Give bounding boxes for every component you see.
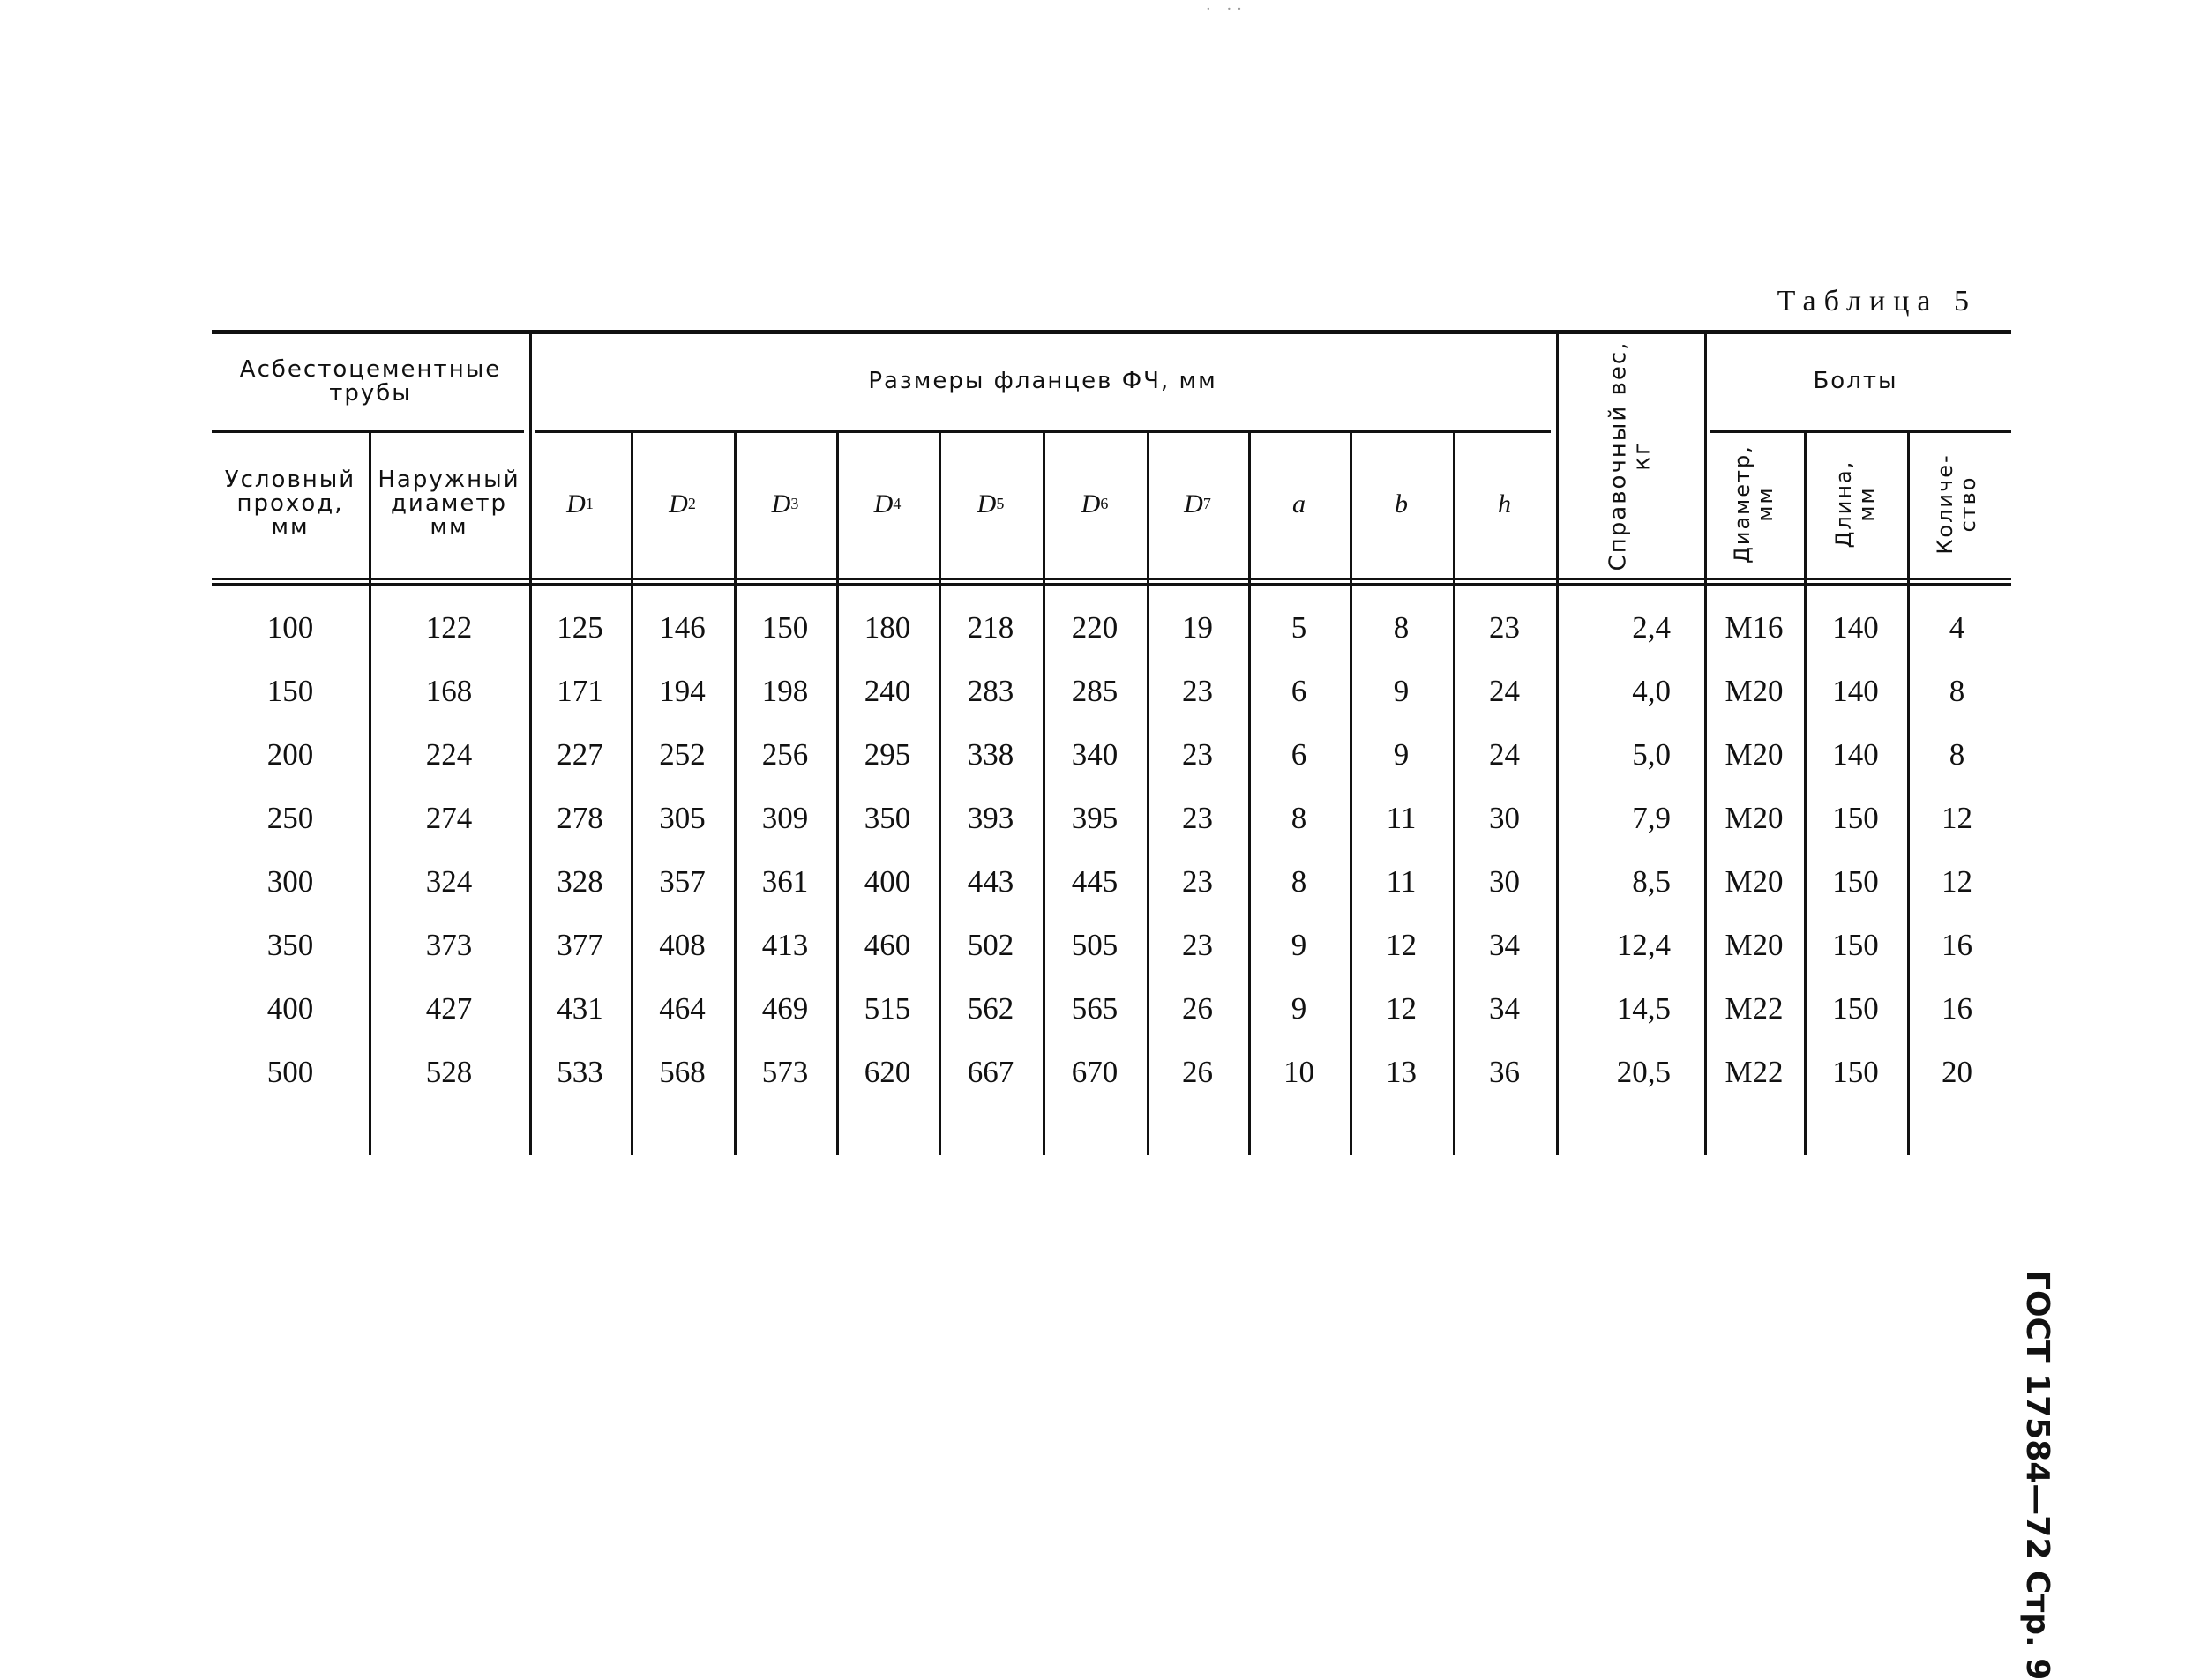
table-cell: 9 bbox=[1291, 928, 1307, 962]
dim-subscript: 7 bbox=[1202, 495, 1211, 513]
table-cell: M20 bbox=[1725, 737, 1784, 772]
dim-subscript: 5 bbox=[996, 495, 1005, 513]
table-cell: 338 bbox=[967, 737, 1014, 772]
table-cell: 227 bbox=[557, 737, 603, 772]
table-cell: 620 bbox=[864, 1055, 911, 1089]
table-cell: 7,9 bbox=[1632, 801, 1671, 835]
table-cell: 573 bbox=[761, 1055, 809, 1089]
header-reference-weight: Справочный вес, кг bbox=[1604, 340, 1655, 571]
table-cell: 150 bbox=[1832, 801, 1879, 835]
header-dim-d4 bbox=[836, 430, 939, 578]
header-dim-d1 bbox=[529, 430, 631, 578]
table-cell: 19 bbox=[1182, 610, 1213, 645]
table-cell: 460 bbox=[864, 928, 911, 962]
table-cell: 8 bbox=[1291, 801, 1307, 835]
table-cell: 274 bbox=[425, 801, 473, 835]
header-rule-top bbox=[212, 578, 2011, 580]
table-cell: 5,0 bbox=[1632, 737, 1671, 772]
table-cell: 9 bbox=[1393, 674, 1410, 708]
header-dim-d6 bbox=[1043, 430, 1147, 578]
dim-letter: D bbox=[873, 489, 894, 519]
header-dim-d7 bbox=[1147, 430, 1248, 578]
table-cell: 180 bbox=[864, 610, 911, 645]
table-cell: M22 bbox=[1725, 991, 1784, 1026]
dim-letter: D bbox=[669, 489, 688, 519]
table-cell: 283 bbox=[967, 674, 1014, 708]
scan-artifact: · ·· bbox=[1206, 0, 1247, 19]
table-caption: Таблица 5 bbox=[1777, 285, 1977, 317]
table-cell: 328 bbox=[557, 864, 603, 899]
table-cell: M20 bbox=[1725, 864, 1784, 899]
table-cell: 464 bbox=[659, 991, 706, 1026]
header-pipes-group: Асбестоцементные трубы bbox=[239, 355, 502, 407]
header-dim-d3 bbox=[734, 430, 836, 578]
dim-subscript: 1 bbox=[585, 495, 594, 513]
table-cell: 502 bbox=[967, 928, 1014, 962]
table-cell: 300 bbox=[266, 864, 314, 899]
table-cell: 23 bbox=[1182, 674, 1213, 708]
table-cell: 146 bbox=[659, 610, 706, 645]
table-cell: 431 bbox=[557, 991, 603, 1026]
table-cell: 168 bbox=[425, 674, 473, 708]
table-cell: 171 bbox=[557, 674, 603, 708]
table-cell: 500 bbox=[266, 1055, 314, 1089]
table-cell: 34 bbox=[1489, 928, 1520, 962]
table-cell: 667 bbox=[967, 1055, 1014, 1089]
table-cell: 150 bbox=[1832, 864, 1879, 899]
dim-letter: D bbox=[566, 489, 586, 519]
dim-letter: D bbox=[771, 489, 791, 519]
table-cell: 515 bbox=[864, 991, 911, 1026]
header-rule-bottom bbox=[212, 583, 2011, 586]
table-cell: 9 bbox=[1291, 991, 1307, 1026]
table-cell: 361 bbox=[761, 864, 809, 899]
table-cell: 533 bbox=[557, 1055, 603, 1089]
table-cell: 23 bbox=[1182, 864, 1213, 899]
table-cell: 218 bbox=[967, 610, 1014, 645]
table-cell: 23 bbox=[1489, 610, 1520, 645]
table-cell: 23 bbox=[1182, 801, 1213, 835]
table-cell: 23 bbox=[1182, 737, 1213, 772]
dim-subscript: 6 bbox=[1100, 495, 1109, 513]
table-cell: 295 bbox=[864, 737, 911, 772]
table-cell: 5 bbox=[1291, 610, 1307, 645]
table-cell: 8 bbox=[1291, 864, 1307, 899]
table-cell: 16 bbox=[1942, 928, 1972, 962]
table-cell: 278 bbox=[557, 801, 603, 835]
table-cell: M16 bbox=[1725, 610, 1784, 645]
table-cell: 250 bbox=[266, 801, 314, 835]
table-cell: 20 bbox=[1942, 1055, 1972, 1089]
dim-letter: D bbox=[1081, 489, 1101, 519]
table-cell: 24 bbox=[1489, 674, 1520, 708]
dim-letter: b bbox=[1395, 489, 1408, 519]
table-cell: 36 bbox=[1489, 1055, 1520, 1089]
header-dim-b bbox=[1350, 430, 1453, 578]
table-cell: 4 bbox=[1949, 610, 1965, 645]
table-cell: 373 bbox=[425, 928, 473, 962]
table-cell: 224 bbox=[425, 737, 473, 772]
table-cell: 427 bbox=[425, 991, 473, 1026]
table-cell: 150 bbox=[266, 674, 314, 708]
table-cell: 400 bbox=[864, 864, 911, 899]
table-cell: 670 bbox=[1071, 1055, 1119, 1089]
table-cell: 150 bbox=[1832, 991, 1879, 1026]
table-cell: 10 bbox=[1283, 1055, 1314, 1089]
table-cell: 357 bbox=[659, 864, 706, 899]
table-cell: 393 bbox=[967, 801, 1014, 835]
table-cell: 350 bbox=[266, 928, 314, 962]
table-cell: 30 bbox=[1489, 801, 1520, 835]
header-dim-h bbox=[1453, 430, 1556, 578]
table-cell: 20,5 bbox=[1616, 1055, 1671, 1089]
table-cell: 26 bbox=[1182, 991, 1213, 1026]
table-cell: 12,4 bbox=[1616, 928, 1671, 962]
table-cell: 122 bbox=[425, 610, 473, 645]
header-dim-d2 bbox=[631, 430, 734, 578]
table-cell: 505 bbox=[1071, 928, 1119, 962]
table-cell: 12 bbox=[1386, 928, 1417, 962]
table-cell: 194 bbox=[659, 674, 706, 708]
table-cell: 340 bbox=[1071, 737, 1119, 772]
dim-subscript: 3 bbox=[790, 495, 799, 513]
table-cell: 6 bbox=[1291, 674, 1307, 708]
table-cell: 8,5 bbox=[1632, 864, 1671, 899]
table-cell: 562 bbox=[967, 991, 1014, 1026]
table-cell: 395 bbox=[1071, 801, 1119, 835]
table-cell: 285 bbox=[1071, 674, 1119, 708]
table-cell: 26 bbox=[1182, 1055, 1213, 1089]
table-cell: 8 bbox=[1393, 610, 1410, 645]
table-cell: 305 bbox=[659, 801, 706, 835]
table-cell: 200 bbox=[266, 737, 314, 772]
table-cell: 408 bbox=[659, 928, 706, 962]
header-dim-d5 bbox=[939, 430, 1043, 578]
table-cell: M22 bbox=[1725, 1055, 1784, 1089]
page-footer: ГОСТ 17584—72 Стр. 9 bbox=[2019, 1270, 2055, 1680]
table-cell: 565 bbox=[1071, 991, 1119, 1026]
table-cell: 140 bbox=[1832, 610, 1879, 645]
table-cell: 23 bbox=[1182, 928, 1213, 962]
table-cell: 377 bbox=[557, 928, 603, 962]
dim-subscript: 4 bbox=[893, 495, 902, 513]
table-cell: M20 bbox=[1725, 928, 1784, 962]
table-cell: 30 bbox=[1489, 864, 1520, 899]
table-cell: 16 bbox=[1942, 991, 1972, 1026]
table-cell: 568 bbox=[659, 1055, 706, 1089]
table-cell: 14,5 bbox=[1616, 991, 1671, 1026]
dim-subscript: 2 bbox=[687, 495, 696, 513]
table-cell: M20 bbox=[1725, 801, 1784, 835]
dim-letter: a bbox=[1292, 489, 1306, 519]
table-cell: 11 bbox=[1386, 801, 1417, 835]
table-cell: 528 bbox=[425, 1055, 473, 1089]
table-cell: 413 bbox=[761, 928, 809, 962]
table-cell: 100 bbox=[266, 610, 314, 645]
table-cell: 12 bbox=[1386, 991, 1417, 1026]
header-dim-a bbox=[1248, 430, 1350, 578]
table-cell: 309 bbox=[761, 801, 809, 835]
table-cell: 240 bbox=[864, 674, 911, 708]
header-nominal-bore: Условный проход, мм bbox=[224, 466, 356, 541]
table-cell: 198 bbox=[761, 674, 809, 708]
table-cell: 2,4 bbox=[1632, 610, 1671, 645]
dim-letter: D bbox=[1184, 489, 1203, 519]
table-cell: 256 bbox=[761, 737, 809, 772]
table-cell: 125 bbox=[557, 610, 603, 645]
table-cell: 34 bbox=[1489, 991, 1520, 1026]
table-cell: 400 bbox=[266, 991, 314, 1026]
table-cell: M20 bbox=[1725, 674, 1784, 708]
table-cell: 350 bbox=[864, 801, 911, 835]
table-cell: 220 bbox=[1071, 610, 1119, 645]
table-cell: 4,0 bbox=[1632, 674, 1671, 708]
table-cell: 8 bbox=[1949, 737, 1965, 772]
table-cell: 140 bbox=[1832, 674, 1879, 708]
table-cell: 13 bbox=[1386, 1055, 1417, 1089]
header-outer-diameter: Наружный диаметр мм bbox=[378, 466, 520, 541]
dim-letter: D bbox=[977, 489, 997, 519]
header-bolt-count: Количе- ство bbox=[1933, 453, 1980, 555]
table-cell: 469 bbox=[761, 991, 809, 1026]
table-cell: 443 bbox=[967, 864, 1014, 899]
table-cell: 11 bbox=[1386, 864, 1417, 899]
header-bolt-length: Длина, мм bbox=[1831, 459, 1879, 549]
table-cell: 252 bbox=[659, 737, 706, 772]
table-cell: 12 bbox=[1942, 864, 1972, 899]
table-cell: 150 bbox=[1832, 1055, 1879, 1089]
dim-letter: h bbox=[1498, 489, 1511, 519]
table-cell: 12 bbox=[1942, 801, 1972, 835]
table-cell: 150 bbox=[761, 610, 809, 645]
header-flanges-group: Размеры фланцев ФЧ, мм bbox=[868, 368, 1217, 395]
table-cell: 9 bbox=[1393, 737, 1410, 772]
header-bolt-diameter: Диаметр, мм bbox=[1730, 444, 1777, 564]
table-cell: 324 bbox=[425, 864, 473, 899]
table-cell: 140 bbox=[1832, 737, 1879, 772]
header-bolts-group: Болты bbox=[1813, 368, 1898, 395]
table-cell: 8 bbox=[1949, 674, 1965, 708]
table-cell: 150 bbox=[1832, 928, 1879, 962]
table-cell: 6 bbox=[1291, 737, 1307, 772]
table-cell: 445 bbox=[1071, 864, 1119, 899]
table-cell: 24 bbox=[1489, 737, 1520, 772]
